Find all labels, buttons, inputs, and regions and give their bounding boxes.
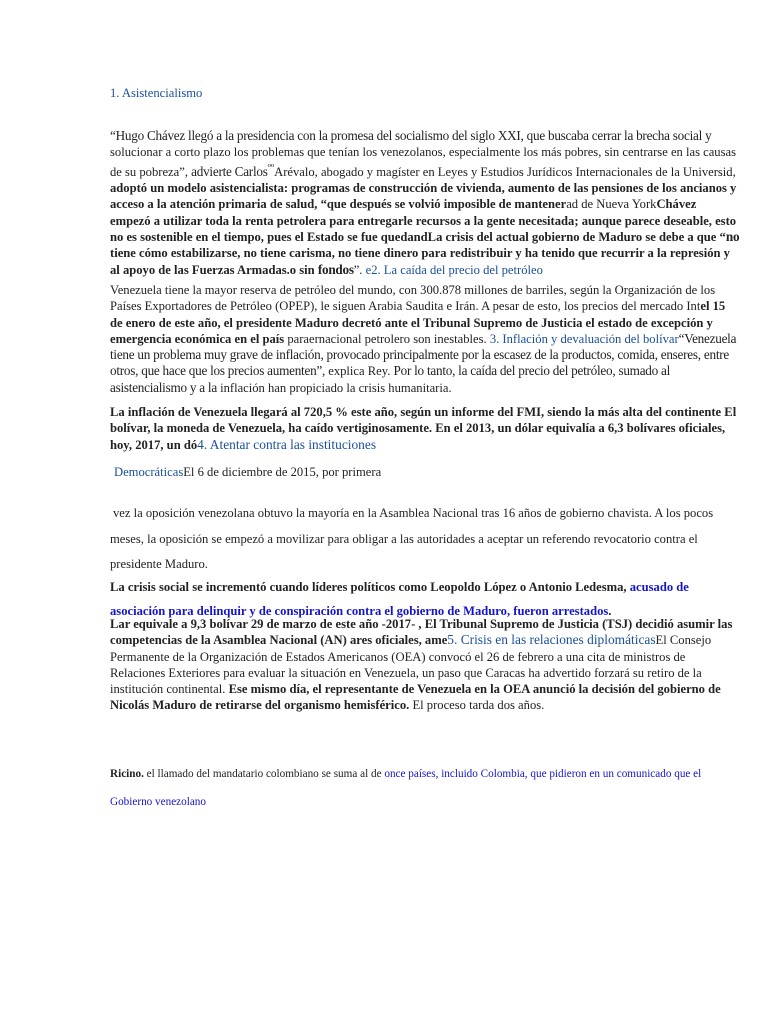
bold-renta-petrolera: Chávez empezó a utilizar toda la renta petrolera para entregarle recursos a la gente necesitada; aunque parece deseable, esto no es sostenible en el tiempo, pues el Estado se fue quedandLa crisis del actual gobierno de Maduro se debe a que “	[110, 197, 737, 244]
text-proceso-tarda: El proceso tarda dos años.	[412, 698, 545, 713]
bold-ricino: Ricino.	[110, 768, 144, 780]
text-llamado-mandatario: el llamado del mandatario colombiano se suma al de	[146, 768, 382, 780]
bold-estabilizarse: tiene cómo estabilizarse, no tiene carisma, no tiene dinero para redistribuir y ha tenido que recurrir a la represión y al apoyo de las Fuerzas Armadas.o sin	[110, 246, 730, 277]
oposicion-line-1: vez la oposición venezolana obtuvo la mayoría en la Asamblea Nacional tras 16 años de gobierno chavista. A los pocos	[113, 506, 714, 520]
attribution-mark: ºº	[267, 162, 275, 174]
paragraph-inflacion	[110, 404, 740, 453]
paragraph-asistencialismo	[110, 128, 740, 278]
link-acusado[interactable]: acusado de	[629, 580, 689, 594]
bold-inflacion-fmi: La inflación de Venezuela llegará al 720,5 % este año, según un informe del FMI, siendo la más alta del continente El bolívar, la moneda de Venezuela, ha caído vertiginosamente. En el 2013, un dólar equivalía a 6,3 bolívares oficiales, hoy, 2017, un dó	[110, 405, 737, 452]
text-por-lo-tanto: Por lo tanto, la caída del precio del petróleo, sumado al asistencialismo y a la	[110, 363, 671, 395]
text-6-diciembre: El 6 de diciembre de 2015, por primera	[183, 465, 382, 479]
link-asociacion-delinquir[interactable]: asociación para delinquir y de conspiración contra el gobierno de Maduro, fueron arrestados	[110, 604, 609, 618]
bold-tsj-decision: Lar equivale a 9,3 bolívar 29 de marzo de este año -2017- , El Tribunal Supremo de Justicia (TSJ) decidió asumir las competencias de la Asamblea Nacional (AN) ares oficiales, ame	[110, 617, 733, 648]
bold-no: no	[725, 228, 740, 244]
quote-close: ”.	[353, 262, 363, 277]
text-consejo-oea: El Consejo Permanente de la Organización de Estados Americanos (OEA) convocó el 26 de febrero a una cita de ministros de Relaciones Exteriores para evaluar la situación en Venezuela, un paso que Caracas ha advertido forzará su retiro de la institución continental.	[110, 633, 712, 697]
paragraph-petroleo	[110, 282, 740, 396]
text-crisis-humanitaria: inflación han propiciado la crisis humanitaria.	[220, 380, 452, 395]
oposicion-line-2: meses, la oposición se empezó a movilizar para obligar a las autoridades a aceptar un referendo revocatorio contra el	[110, 531, 698, 546]
period: .	[608, 604, 612, 618]
bold-representante-oea: Ese mismo día, el representante de Venezuela en la OEA anunció la decisión del gobierno de Nicolás Maduro de retirarse del organismo hemisférico.	[110, 682, 721, 713]
text-nueva-york: ad de Nueva York	[566, 197, 657, 212]
attribution-carlos: advierte Carlos	[191, 163, 268, 179]
link-gobierno-venezolano[interactable]: Gobierno venezolano	[110, 796, 206, 808]
bold-imposible-mantener: después se volvió imposible de mantener	[349, 197, 567, 212]
attribution-arevalo: Arévalo, abogado y magíster en Leyes y Estudios Jurídicos Internacionales de la Universid,	[274, 164, 736, 179]
bold-modelo-asistencialista: adoptó un modelo asistencialista: programas de construcción de vivienda, aumento de las pensiones de los ancianos y acceso a la atención primaria de salud, “que	[110, 181, 737, 212]
bold-lideres-politicos: La crisis social se incrementó cuando líderes políticos como Leopoldo López o Antonio Ledesma,	[110, 580, 627, 594]
oposicion-line-3: presidente Maduro.	[110, 557, 208, 571]
quote-inflacion: “Venezuela tiene un problema muy grave de inflación, provocado principalmente por la escasez de la productos, comida, enseres, entre otros, que hace que los precios aumenten”,	[110, 330, 737, 379]
paragraph-oposicion	[110, 501, 740, 578]
link-caida-precio-petroleo[interactable]: e2. La caída del precio del petróleo	[365, 262, 543, 277]
link-atentar-instituciones[interactable]: 4. Atentar contra las instituciones	[197, 436, 377, 452]
paragraph-tsj	[110, 616, 740, 714]
link-democraticas[interactable]: Democráticas	[114, 465, 184, 479]
text-petrolero-inestable: paraernacional petrolero son inestables.	[287, 331, 487, 346]
paragraph-democraticas	[114, 464, 744, 480]
text-explica-rey: explica Rey.	[328, 364, 391, 379]
section-heading-asistencialismo[interactable]: 1. Asistencialismo	[110, 86, 203, 100]
bold-fondos: fondos	[317, 261, 354, 277]
link-once-paises[interactable]: once países, incluido Colombia, que pidieron en un comunicado que el	[384, 768, 702, 780]
link-inflacion-devaluacion[interactable]: 3. Inflación y devaluación del bolívar	[489, 331, 679, 346]
text-reserva-petroleo: Venezuela tiene la mayor reserva de petróleo del mundo, con 300.878 millones de barriles, según la Organización de los Países Exportadores de Petróleo (OPEP), le siguen Arabia Saudita e Irán. A pesar de esto, los precios del mercado Int	[110, 283, 716, 314]
quote-chavez-cont: solucionar a corto plazo los problemas que tenían los venezolanos, especialmente los más pobres, sin centrarse en las causas de su pobreza”,	[110, 145, 736, 179]
paragraph-ricino	[110, 760, 740, 816]
link-crisis-diplomaticas[interactable]: 5. Crisis en las relaciones diplomáticas	[447, 632, 656, 648]
bold-decreto-maduro: el 15 de enero de este año, el presidente Maduro decretó ante el Tribunal Supremo de Justicia el estado de excepción y emergencia económica en el país	[110, 299, 726, 346]
quote-chavez: “Hugo Chávez llegó a la presidencia con la promesa del socialismo del siglo XXI, que buscaba cerrar la brecha social y	[110, 128, 712, 143]
